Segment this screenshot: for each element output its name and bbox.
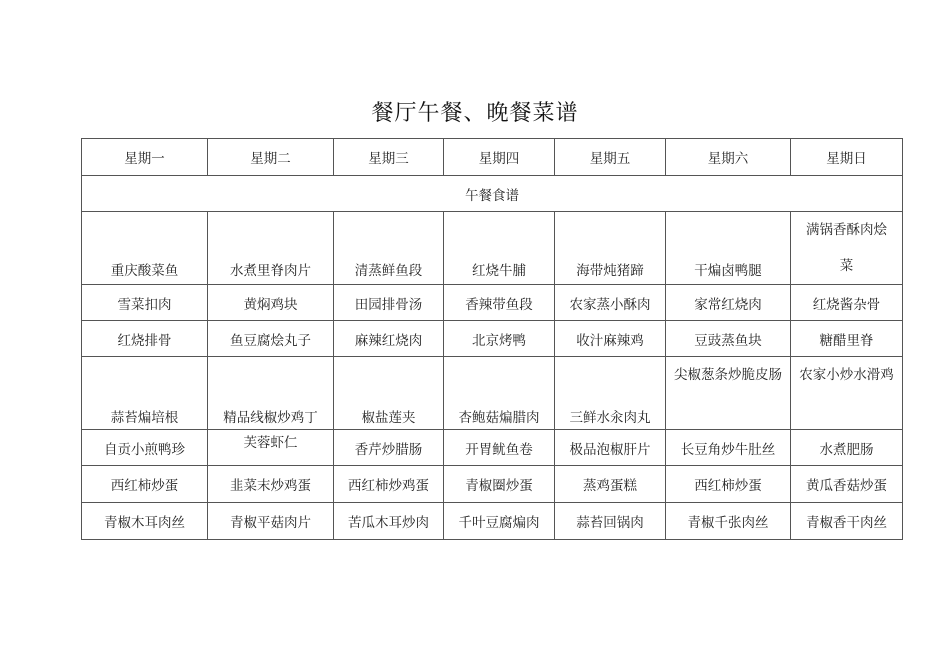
dish-cell: [666, 357, 791, 430]
dish-cell: 水煮肥肠: [791, 430, 903, 466]
dish-cell: 北京烤鸭: [444, 321, 555, 357]
section-title: 午餐食谱: [82, 176, 903, 212]
table-row: [82, 285, 903, 321]
table-row: [82, 466, 903, 503]
dish-cell: [555, 212, 666, 285]
dish-name: 蒜苔煸培根: [110, 410, 179, 426]
dish-cell: 黄瓜香菇炒蛋: [791, 466, 903, 503]
dish-cell: 红烧酱杂骨: [791, 285, 903, 321]
dish-name: 农家小炒水滑鸡: [799, 367, 894, 383]
dish-cell: 韭菜末炒鸡蛋: [208, 466, 334, 503]
dish-name: 杏鲍菇煸腊肉: [458, 410, 540, 426]
dish-cell: [791, 212, 903, 285]
dish-cell: [82, 357, 208, 430]
dish-cell: 田园排骨汤: [334, 285, 444, 321]
dish-name: 重庆酸菜鱼: [110, 263, 179, 279]
dish-cell: 开胃鱿鱼卷: [444, 430, 555, 466]
dish-cell: 黄焖鸡块: [208, 285, 334, 321]
table-row: [82, 503, 903, 540]
dish-cell: 青椒香干肉丝: [791, 503, 903, 540]
weekday-header: 星期日: [791, 139, 903, 176]
dish-cell: 青椒千张肉丝: [666, 503, 791, 540]
dish-cell: [791, 357, 903, 430]
dish-cell: [444, 357, 555, 430]
weekday-header: 星期一: [82, 139, 208, 176]
dish-cell: [82, 212, 208, 285]
dish-cell: 千叶豆腐煸肉: [444, 503, 555, 540]
dish-cell: 蒸鸡蛋糕: [555, 466, 666, 503]
dish-cell: 收汁麻辣鸡: [555, 321, 666, 357]
dish-cell: 蒜苔回锅肉: [555, 503, 666, 540]
weekday-header: 星期六: [666, 139, 791, 176]
dish-name: 水煮里脊肉片: [230, 263, 311, 279]
weekday-header: 星期二: [208, 139, 334, 176]
dish-cell: 芙蓉虾仁: [208, 430, 334, 466]
dish-cell: 青椒木耳肉丝: [82, 503, 208, 540]
dish-cell: [334, 212, 444, 285]
dish-cell: 糖醋里脊: [791, 321, 903, 357]
table-row: [82, 321, 903, 357]
dish-cell: [444, 212, 555, 285]
dish-cell: [666, 212, 791, 285]
dish-name: 尖椒葱条炒脆皮肠: [674, 367, 782, 383]
dish-name: 椒盐莲夹: [361, 410, 416, 426]
dish-cell: 麻辣红烧肉: [334, 321, 444, 357]
dish-cell: 农家蒸小酥肉: [555, 285, 666, 321]
dish-cell: 苦瓜木耳炒肉: [334, 503, 444, 540]
dish-cell: 雪菜扣肉: [82, 285, 208, 321]
dish-cell: [555, 357, 666, 430]
dish-cell: [208, 212, 334, 285]
dish-cell: 红烧排骨: [82, 321, 208, 357]
weekday-header: 星期三: [334, 139, 444, 176]
table-row: [82, 212, 903, 285]
dish-cell: 青椒圈炒蛋: [444, 466, 555, 503]
dish-cell: [334, 357, 444, 430]
menu-table: [81, 138, 903, 540]
dish-cell: 青椒平菇肉片: [208, 503, 334, 540]
dish-cell: 西红柿炒鸡蛋: [334, 466, 444, 503]
dish-cell: 西红柿炒蛋: [666, 466, 791, 503]
weekday-header: 星期四: [444, 139, 555, 176]
dish-cell: 豆豉蒸鱼块: [666, 321, 791, 357]
page-title: 餐厅午餐、晚餐菜谱: [371, 101, 579, 126]
section-row: [82, 176, 903, 212]
dish-cell: 家常红烧肉: [666, 285, 791, 321]
dish-name: 清蒸鲜鱼段: [354, 263, 423, 279]
dish-name: 三鲜水汆肉丸: [569, 410, 651, 426]
dish-cell: 鱼豆腐烩丸子: [208, 321, 334, 357]
dish-name: 干煸卤鸭腿: [694, 263, 762, 279]
dish-cell: 香芹炒腊肠: [334, 430, 444, 466]
weekday-header: 星期五: [555, 139, 666, 176]
dish-cell: [208, 357, 334, 430]
dish-cell: 自贡小煎鸭珍: [82, 430, 208, 466]
dish-cell: 长豆角炒牛肚丝: [666, 430, 791, 466]
dish-name: 红烧牛脯: [472, 263, 526, 279]
dish-name: 满锅香酥肉烩菜: [806, 222, 887, 274]
table-row: [82, 430, 903, 466]
dish-name: 海带炖猪蹄: [576, 263, 644, 279]
dish-name: 精品线椒炒鸡丁: [223, 410, 318, 426]
dish-cell: 极品泡椒肝片: [555, 430, 666, 466]
dish-cell: 西红柿炒蛋: [82, 466, 208, 503]
table-row: [82, 357, 903, 430]
dish-cell: 香辣带鱼段: [444, 285, 555, 321]
weekday-header-row: [82, 139, 903, 176]
